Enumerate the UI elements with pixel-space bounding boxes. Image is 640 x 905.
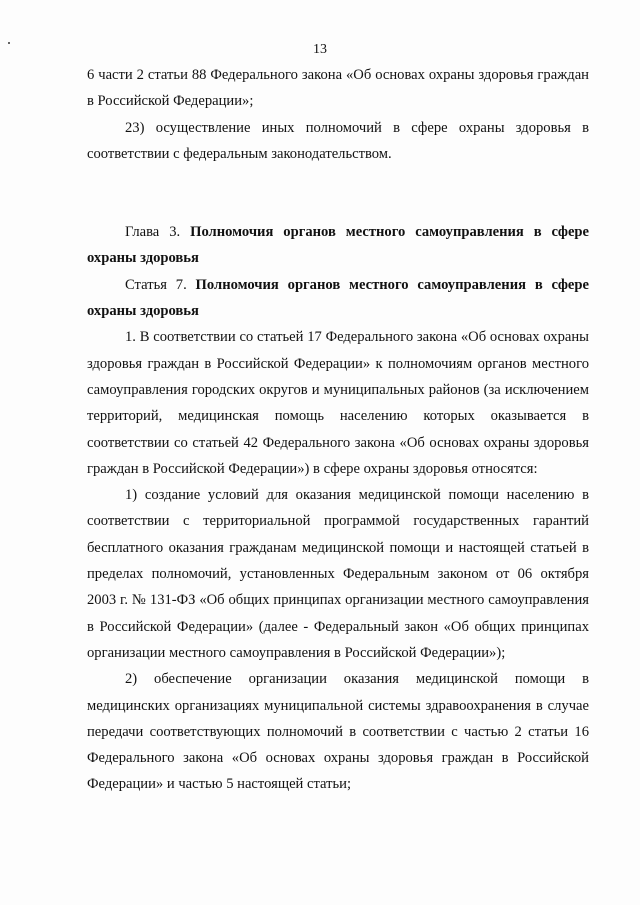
document-body	[87, 62, 589, 798]
chapter-label: Глава 3.	[125, 224, 181, 241]
paragraph-continuation: 6 части 2 статьи 88 Федерального закона «Об основах охраны здоровья граждан в Российской Федерации»;	[87, 67, 589, 110]
article-title: Полномочия органов местного самоуправления в сфере охраны здоровья	[87, 276, 589, 320]
article-heading	[87, 272, 589, 325]
paragraph-item-2: 2) обеспечение организации оказания медицинской помощи в медицинских организациях муниципальной системы здравоохранения в случае передачи соответствующих полномочий в соответствии с частью 2 статьи 16 Федерального закона «Об основах охраны здоровья граждан в Российской Федерации» и частью 5 настоящей статьи;	[87, 671, 589, 793]
chapter-heading	[87, 219, 589, 272]
paragraph-item-23: 23) осуществление иных полномочий в сфере охраны здоровья в соответствии с федеральным законодательством.	[87, 119, 589, 162]
paragraph-clause-1: 1. В соответствии со статьей 17 Федерального закона «Об основах охраны здоровья граждан в Российской Федерации» к полномочиям органов местного самоуправления городских округов и муниципальных районов (за исключением территорий, медицинская помощь населению которых оказывается в соответствии со статьей 42 Федерального закона «Об основах охраны здоровья граждан в Российской Федерации») в сфере охраны здоровья относятся:	[87, 329, 589, 477]
section-gap	[87, 167, 589, 219]
article-label: Статья 7.	[125, 276, 187, 293]
page-number: 13	[313, 42, 327, 57]
paragraph-item-1: 1) создание условий для оказания медицинской помощи населению в соответствии с территориальной программой государственных гарантий бесплатного оказания гражданам медицинской помощи и настоящей статьей в пределах полномочий, установленных Федеральным законом от 06 октября 2003 г. № 131-ФЗ «Об общих принципах организации местного самоуправления в Российской Федерации» (далее - Федеральный закон «Об общих принципах организации местного самоуправления в Российской Федерации»);	[87, 487, 589, 661]
chapter-title: Полномочия органов местного самоуправления в сфере охраны здоровья	[87, 224, 590, 267]
